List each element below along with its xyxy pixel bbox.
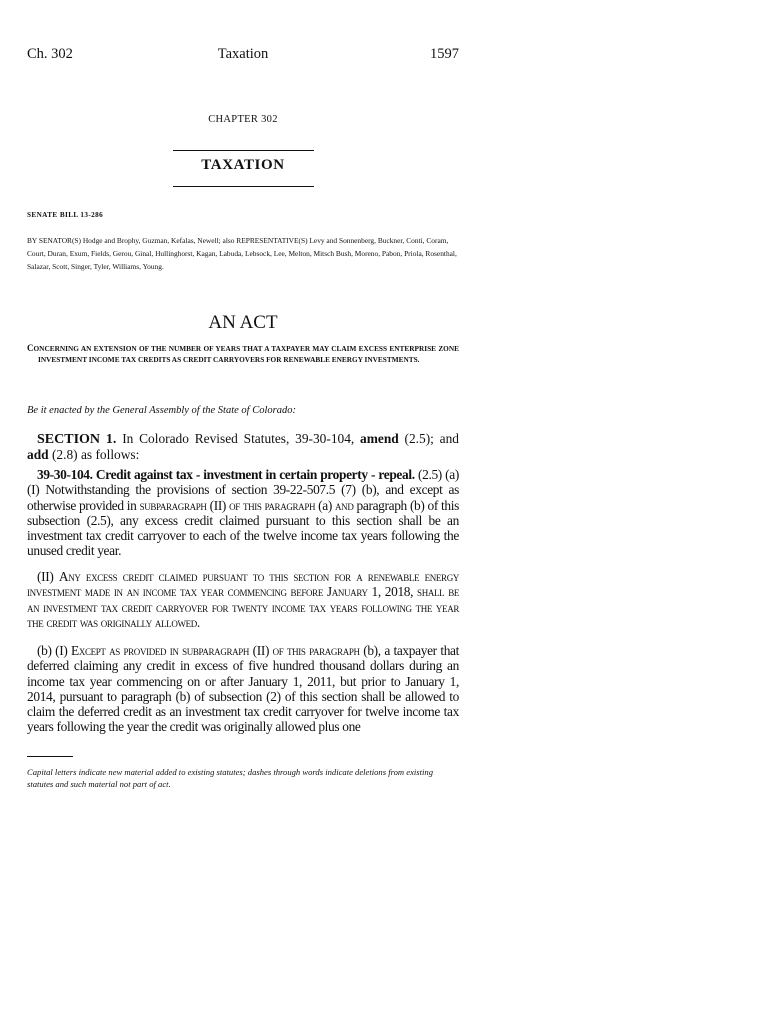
header-subject: Taxation [217,46,269,62]
bill-sponsors: BY SENATOR(S) Hodge and Brophy, Guzman, Kefalas, Newell; also REPRESENTATIVE(S) Levy and Sonnenberg, Buckner, Conti, Coram, Court, Duran, Exum, Fields, Gerou, Ginal, Hullinghorst, Kagan, Labuda, Lebsock, Lee, Melton, Mitsch Bush, Moreno, Pabon, Priola, Rosenthal, Salazar, Scott, Singer, Tyler, Williams, Young. [27,236,457,271]
amend-keyword: amend [360,431,399,446]
concerning-text: ONCERNING AN EXTENSION OF THE NUMBER OF YEARS THAT A TAXPAYER MAY CLAIM EXCESS ENTERPRISE ZONE INVESTMENT INCOME TAX CREDITS AS CREDIT CARRYOVERS FOR RENEWABLE ENERGY INVESTMENTS. [33,344,459,365]
statute-paragraph-2-5-a: 39-30-104. Credit against tax - investment in certain property - repeal. (2.5) (a) (I) Notwithstanding the provisions of section 39-22-507.5 (7) (b), and except as otherwise provided in subparagraph (II) of this paragraph (a) and paragraph (b) of this subsection (2.5), any excess credit claimed pursuant to this section shall be an investment tax credit carryover to each of the twelve income tax years following the unused credit year. [27,467,459,559]
chapter-title: TAXATION [201,157,285,173]
title-rule-top [173,150,314,151]
section-1-label: SECTION 1. [37,432,117,447]
header-chapter: Ch. 302 [27,46,73,62]
statute-heading: 39-30-104. Credit against tax - investment in certain property - repeal. [37,467,415,482]
add-keyword: add [27,447,49,463]
statute-paragraph-2-5-a-ii: (II) Any excess credit claimed pursuant to this section for a renewable energy investment made in an income tax year commencing before January 1, 2018, shall be an investment tax credit carryover for twenty income tax years following the year the credit was originally allowed. [27,569,459,630]
title-rule-bottom [173,186,314,187]
footnote: Capital letters indicate new material added to existing statutes; dashes through words indicate deletions from existing statutes and such material not part of act. [27,767,434,789]
header-page-number: 1597 [430,46,459,62]
enacting-clause: Be it enacted by the General Assembly of the State of Colorado: [27,405,296,416]
statute-paragraph-2-5-b: (b) (I) Except as provided in subparagraph (II) of this paragraph (b), a taxpayer that deferred claiming any credit in excess of five hundred thousand dollars during an income tax year commencing on or after January 1, 2011, but prior to January 1, 2014, pursuant to paragraph (b) of subsection (2) of this section shall be allowed to claim the deferred credit as an investment tax credit carryover for twelve income tax years following the year the credit was originally allowed plus one [27,643,459,735]
footnote-rule [27,756,73,757]
act-concerning-clause [27,343,459,365]
concerning-initial: C [27,343,34,353]
chapter-label: CHAPTER 302 [208,114,278,125]
bill-number: SENATE BILL 13-286 [27,211,104,219]
act-title: AN ACT [208,312,278,333]
section-1: SECTION 1. In Colorado Revised Statutes, 39-30-104, amend (2.5); and add (2.8) as follows: [27,431,459,463]
